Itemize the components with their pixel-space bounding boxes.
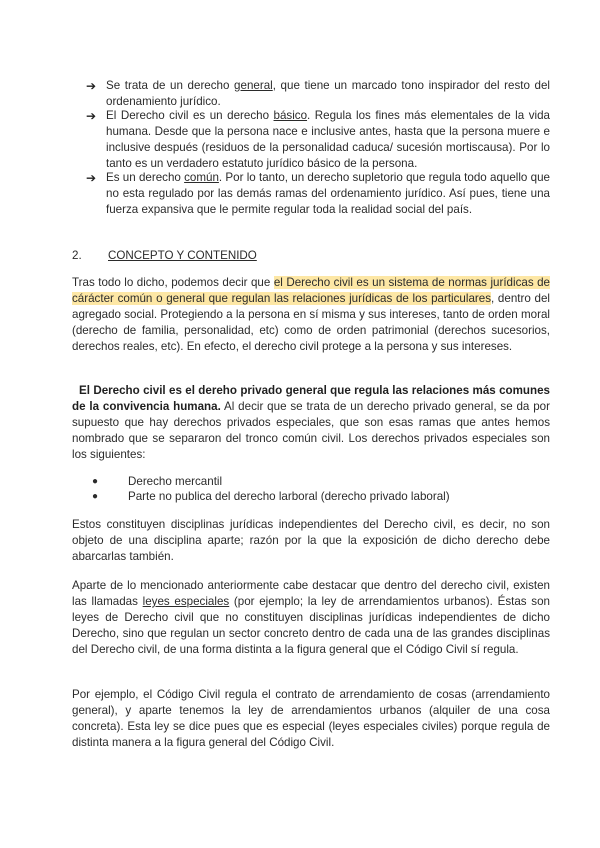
list-underlined-term: general — [234, 79, 273, 92]
paragraph — [72, 383, 550, 463]
bullet-item — [92, 489, 542, 505]
underlined-term: leyes especiales — [142, 595, 230, 608]
list-text: , que tiene un marcado tono inspirador del resto del ordenamiento jurídico. — [106, 79, 550, 108]
list-text: Se trata de un derecho — [106, 79, 235, 92]
section-heading — [72, 248, 257, 264]
paragraph: Estos constituyen disciplinas jurídicas independientes del Derecho civil, es decir, no son objeto de una disciplina aparte; razón por la que la exposición de dicho derecho debe abarcarlas también. — [72, 518, 550, 563]
section-title: CONCEPTO Y CONTENIDO — [108, 249, 257, 262]
bullet-icon: ● — [92, 491, 99, 502]
bold-definition: El Derecho civil es el dereho privado general que regula las relaciones más comunes de la convivencia humana. — [72, 384, 550, 413]
bullet-item — [92, 474, 542, 490]
paragraph-text: Al decir que se trata de un derecho privado general, se da por supuesto que hay derechos privados especiales, que son esas ramas que antes hemos nombrado que se separaron del tronco común civil. Los derechos privados especiales son los siguientes: — [72, 400, 550, 461]
bullet-icon: ● — [92, 476, 99, 487]
bullet-text: Parte no publica del derecho larboral (derecho privado laboral) — [128, 490, 450, 503]
arrow-icon: ➔ — [86, 171, 97, 185]
list-underlined-term: básico — [273, 109, 308, 122]
list-item — [86, 170, 550, 218]
bullet-text: Derecho mercantil — [128, 475, 223, 488]
paragraph: Por ejemplo, el Código Civil regula el contrato de arrendamiento de cosas (arrendamiento general), y aparte tenemos la ley de arrendamientos urbanos (alquiler de una cosa concreta). Esta ley se dice pues que es especial (leyes especiales civiles) porque regula de distinta manera a la figura general del Código Civil. — [72, 688, 550, 749]
highlighted-definition: el Derecho civil es un sistema de normas jurídicas de cárácter común o general que regulan las relaciones jurídicas de los particulares — [72, 276, 550, 305]
list-underlined-term: común — [184, 171, 219, 184]
list-text: Es un derecho — [106, 171, 185, 184]
paragraph-text: (por ejemplo; la ley de arrendamientos urbanos). Éstas son leyes de Derecho civil que no constituyen disciplinas jurídicas independientes de dicho Derecho, sino que regulan un sector concreto dentro de cada una de las grandes disciplinas del Derecho civil, de una forma distinta a la figura general que el Código Civil sí regula. — [72, 595, 550, 656]
paragraph-text: , dentro del agregado social. Protegiendo a la persona en sí misma y sus intereses, tanto de orden moral (derecho de familia, personalidad, etc) como de orden patrimonial (derechos sucesorios, derechos reales, etc). En efecto, el derecho civil protege a la persona y sus intereses. — [72, 292, 550, 353]
list-item — [86, 78, 550, 110]
list-item — [86, 108, 550, 172]
paragraph-text: Tras todo lo dicho, podemos decir que — [72, 276, 274, 289]
list-text: El Derecho civil es un derecho — [106, 109, 274, 122]
list-text: . Regula los fines más elementales de la vida humana. Desde que la persona nace e inclusive antes, hasta que la persona muere e inclusive después (residuos de la personalidad caduca/ sucesión mortiscausa). Por lo tanto es un verdadero estatuto jurídico básico de la persona. — [106, 109, 550, 170]
arrow-icon: ➔ — [86, 109, 97, 123]
paragraph — [72, 275, 550, 355]
section-number: 2. — [72, 249, 82, 262]
list-text: . Por lo tanto, un derecho supletorio que regula todo aquello que no esta regulado por las demás ramas del ordenamiento jurídico. Así pues, tiene una fuerza expansiva que le permite regular toda la realidad social del país. — [106, 171, 550, 216]
paragraph-text: Aparte de lo mencionado anteriormente cabe destacar que dentro del derecho civil, existen las llamadas — [72, 579, 550, 608]
paragraph — [72, 578, 550, 658]
arrow-icon: ➔ — [86, 79, 97, 93]
